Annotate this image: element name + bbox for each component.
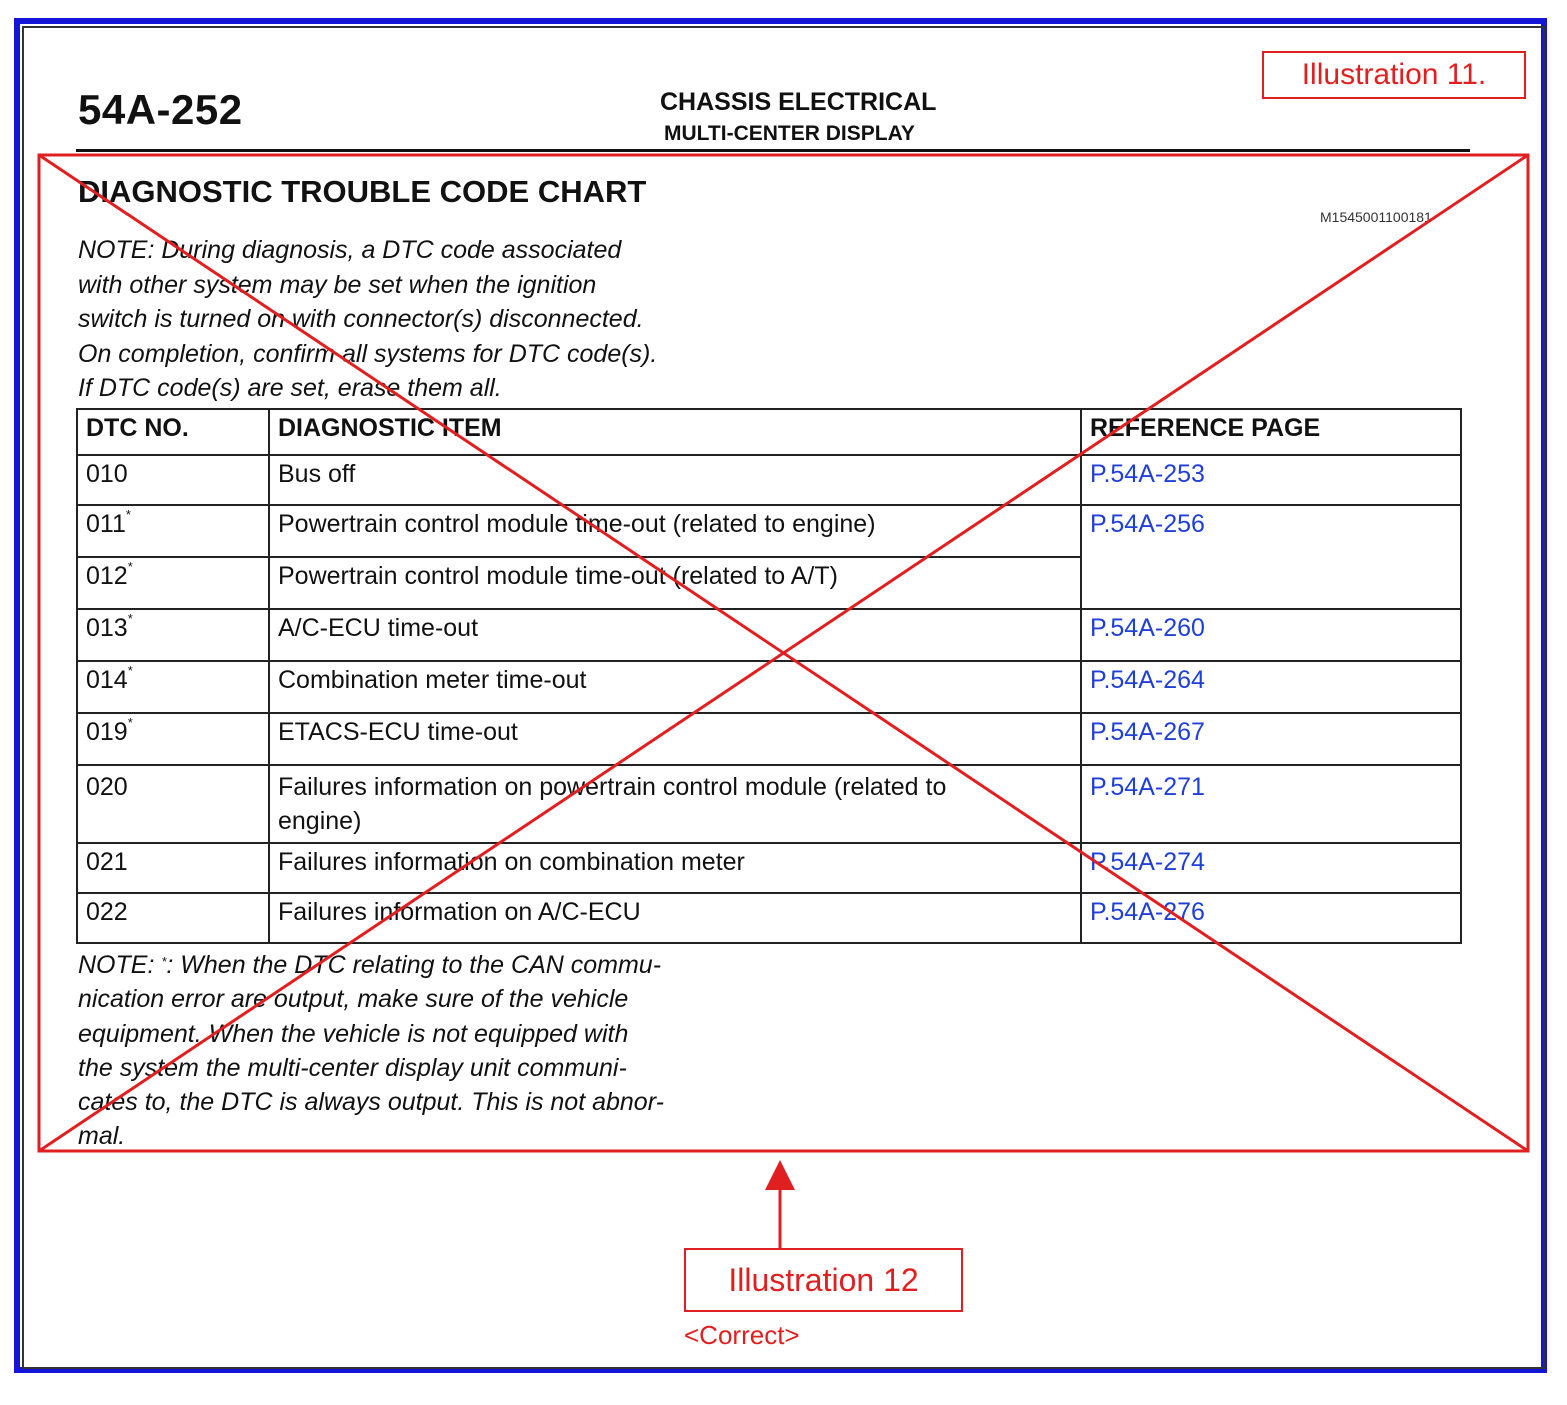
illustration-12-label: Illustration 12	[684, 1248, 963, 1312]
diagnostic-item-cell: Bus off	[269, 455, 1081, 505]
note-text: : When the DTC relating to the CAN commu-	[166, 951, 662, 979]
correct-label: <Correct>	[684, 1320, 800, 1350]
column-header-reference-page: REFERENCE PAGE	[1081, 409, 1461, 455]
dtc-code: 019	[86, 718, 128, 746]
note-prefix: NOTE:	[78, 951, 162, 979]
section-title: CHASSIS ELECTRICAL	[660, 88, 937, 116]
note-top-line: switch is turned on with connector(s) disconnected.	[78, 305, 644, 333]
dtc-code: 021	[86, 848, 128, 876]
diagnostic-item-cell: Combination meter time-out	[269, 661, 1081, 713]
reference-page-link[interactable]: P.54A-274	[1090, 848, 1205, 876]
reference-page-link[interactable]: P.54A-260	[1090, 614, 1205, 642]
diagnostic-item-cell: Failures information on A/C-ECU	[269, 893, 1081, 943]
dtc-code: 011	[86, 510, 126, 538]
document-code: M1545001100181	[1320, 209, 1432, 225]
dtc-code: 020	[86, 773, 128, 801]
asterisk-mark: *	[127, 715, 133, 730]
diagnostic-item-cell: A/C-ECU time-out	[269, 609, 1081, 661]
dtc-code: 014	[86, 666, 128, 694]
note-bottom-line: the system the multi-center display unit communi-	[78, 1053, 627, 1082]
reference-page-link[interactable]: P.54A-267	[1090, 718, 1205, 746]
subsection-title: MULTI-CENTER DISPLAY	[664, 122, 915, 145]
note-bottom-line: equipment. When the vehicle is not equipped with	[78, 1019, 629, 1048]
dtc-code: 010	[86, 460, 128, 488]
note-bottom-line: mal.	[78, 1122, 126, 1151]
column-header-dtc-no: DTC NO.	[77, 409, 269, 455]
asterisk-mark: *	[127, 663, 133, 678]
diagnostic-item-cell: Powertrain control module time-out (related to engine)	[269, 505, 1081, 557]
dtc-code: 012	[86, 562, 128, 590]
dtc-code: 022	[86, 898, 128, 926]
note-top-line: On completion, confirm all systems for DTC code(s).	[78, 339, 658, 368]
diagnostic-item-line: engine)	[278, 807, 362, 835]
reference-page-link[interactable]: P.54A-276	[1090, 898, 1205, 926]
diagnostic-item-cell: ETACS-ECU time-out	[269, 713, 1081, 765]
column-header-diagnostic-item: DIAGNOSTIC ITEM	[269, 409, 1081, 455]
diagnostic-item-cell: Powertrain control module time-out (related to A/T)	[269, 557, 1081, 609]
note-top-line: NOTE: During diagnosis, a DTC code associated	[78, 236, 622, 264]
illustration-11-label: Illustration 11.	[1262, 51, 1526, 99]
note-bottom-line: cates to, the DTC is always output. This is not abnor-	[78, 1088, 664, 1117]
reference-page-link[interactable]: P.54A-253	[1090, 460, 1205, 488]
page-number: 54A-252	[78, 86, 243, 133]
pointer-arrow-head	[765, 1160, 795, 1190]
diagnostic-item-cell: Failures information on combination meter	[269, 843, 1081, 893]
reference-page-link[interactable]: P.54A-271	[1090, 773, 1205, 801]
asterisk-mark: *	[161, 954, 167, 969]
reference-page-link[interactable]: P.54A-256	[1090, 510, 1205, 538]
dtc-code: 013	[86, 614, 128, 642]
note-bottom-line: nication error are output, make sure of the vehicle	[78, 985, 629, 1014]
chart-title: DIAGNOSTIC TROUBLE CODE CHART	[78, 174, 647, 209]
note-top-line: with other system may be set when the ignition	[78, 270, 597, 299]
asterisk-mark: *	[127, 611, 133, 626]
diagnostic-item-line: Failures information on powertrain control module (related to	[278, 773, 947, 801]
asterisk-mark: *	[125, 507, 131, 522]
note-top-line: If DTC code(s) are set, erase them all.	[78, 374, 502, 402]
asterisk-mark: *	[127, 559, 133, 574]
reference-page-link[interactable]: P.54A-264	[1090, 666, 1205, 694]
